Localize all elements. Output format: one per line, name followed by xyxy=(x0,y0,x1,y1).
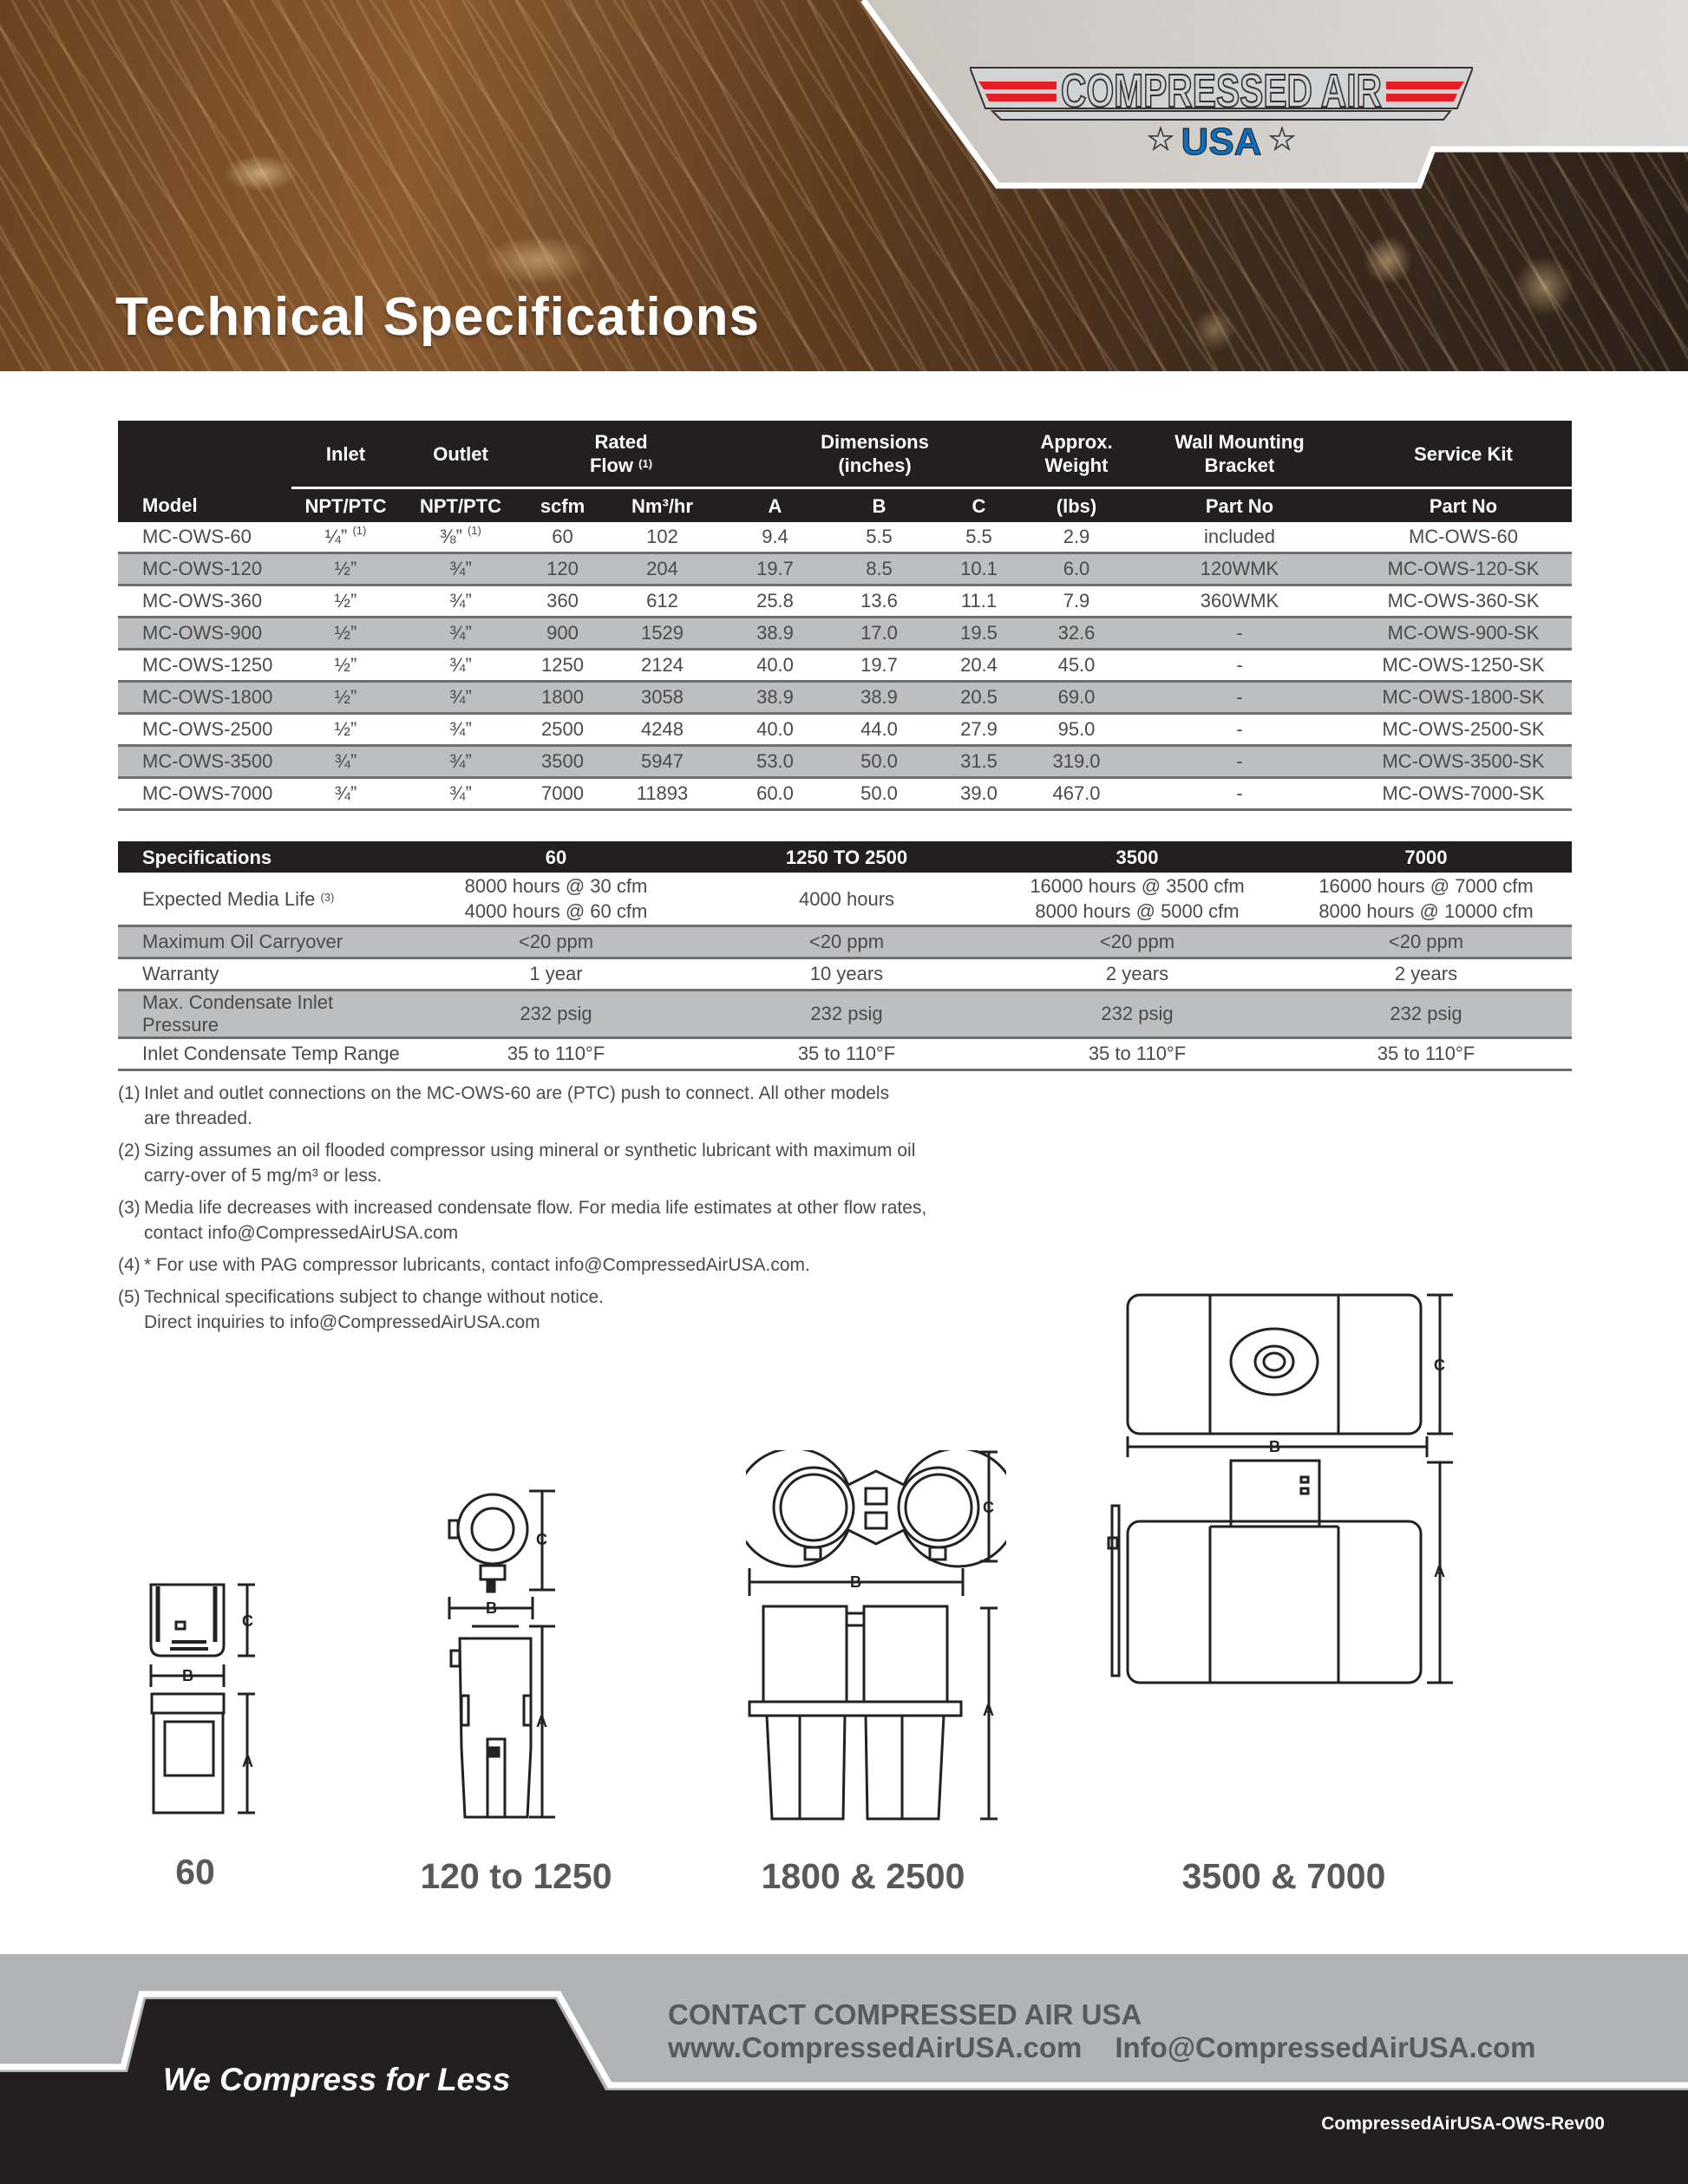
spec-value: <20 ppm xyxy=(699,926,994,958)
spec-value: <20 ppm xyxy=(994,926,1280,958)
spec-value: 232 psig xyxy=(699,991,994,1038)
cell-nm3: 204 xyxy=(604,553,721,585)
footnote: (5) Technical specifications subject to change without notice. Direct inquiries to info@CompressedAirUSA.com xyxy=(118,1287,604,1332)
sub-bracket-part: Part No xyxy=(1124,488,1355,523)
spec-value: 2 years xyxy=(994,958,1280,991)
cell-a: 53.0 xyxy=(721,746,829,778)
cell-scfm: 1800 xyxy=(521,682,604,714)
diagram-1800-2500 xyxy=(746,1450,1006,1832)
diagram-caption-120-1250: 120 to 1250 xyxy=(420,1856,612,1896)
col-service-kit: Service Kit xyxy=(1355,421,1572,488)
cell-kit: MC-OWS-360-SK xyxy=(1355,585,1572,618)
spec-value: 35 to 110°F xyxy=(699,1038,994,1070)
table-row xyxy=(118,714,1572,746)
cell-outlet: ¾” xyxy=(400,714,521,746)
spec-value: 232 psig xyxy=(994,991,1280,1038)
cell-outlet: ¾” xyxy=(400,650,521,682)
spec-value: 8000 hours @ 30 cfm 4000 hours @ 60 cfm xyxy=(413,873,699,926)
contact-heading: CONTACT COMPRESSED AIR USA xyxy=(668,1998,1142,2030)
header-banner xyxy=(0,0,1688,371)
cell-b: 19.7 xyxy=(829,650,929,682)
spec-label: Maximum Oil Carryover xyxy=(118,926,413,958)
cell-outlet: ¾” xyxy=(400,682,521,714)
cell-a: 25.8 xyxy=(721,585,829,618)
svg-text:A: A xyxy=(242,1753,253,1770)
cell-scfm: 120 xyxy=(521,553,604,585)
cell-nm3: 102 xyxy=(604,522,721,553)
logo-wordmark: COMPRESSED AIR xyxy=(1061,65,1382,117)
cell-c: 20.4 xyxy=(929,650,1029,682)
spec-value: 232 psig xyxy=(1280,991,1572,1038)
models-spec-table xyxy=(118,421,1572,811)
cell-b: 50.0 xyxy=(829,778,929,810)
cell-bracket: included xyxy=(1124,522,1355,553)
cell-kit: MC-OWS-1250-SK xyxy=(1355,650,1572,682)
cell-bracket: - xyxy=(1124,714,1355,746)
svg-text:A: A xyxy=(1434,1563,1445,1580)
website-link[interactable]: www.CompressedAirUSA.com xyxy=(668,2031,1083,2063)
col-60: 60 xyxy=(413,841,699,873)
cell-a: 60.0 xyxy=(721,778,829,810)
svg-text:A: A xyxy=(536,1713,547,1730)
cell-kit: MC-OWS-900-SK xyxy=(1355,618,1572,650)
cell-bracket: 360WMK xyxy=(1124,585,1355,618)
cell-c: 39.0 xyxy=(929,778,1029,810)
cell-lbs: 467.0 xyxy=(1029,778,1124,810)
diagram-3500-7000 xyxy=(1106,1291,1462,1828)
cell-nm3: 4248 xyxy=(604,714,721,746)
cell-nm3: 5947 xyxy=(604,746,721,778)
sub-a: A xyxy=(721,488,829,523)
col-1250-2500: 1250 TO 2500 xyxy=(699,841,994,873)
cell-nm3: 2124 xyxy=(604,650,721,682)
page-title: Technical Specifications xyxy=(115,287,760,347)
table-row xyxy=(118,778,1572,810)
cell-model: MC-OWS-1800 xyxy=(118,682,291,714)
spec-value: 1 year xyxy=(413,958,699,991)
spec-value: 35 to 110°F xyxy=(994,1038,1280,1070)
table-row xyxy=(118,873,1572,926)
table-row xyxy=(118,650,1572,682)
cell-model: MC-OWS-3500 xyxy=(118,746,291,778)
cell-a: 40.0 xyxy=(721,650,829,682)
cell-bracket: - xyxy=(1124,682,1355,714)
cell-bracket: - xyxy=(1124,746,1355,778)
star-icon: ★ xyxy=(1268,123,1296,156)
cell-outlet: ¾” xyxy=(400,553,521,585)
spec-value: 16000 hours @ 3500 cfm 8000 hours @ 5000 cfm xyxy=(994,873,1280,926)
slogan: We Compress for Less xyxy=(163,2062,511,2097)
table-header-row xyxy=(118,841,1572,873)
cell-inlet: ½” xyxy=(291,714,400,746)
cell-b: 44.0 xyxy=(829,714,929,746)
cell-model: MC-OWS-1250 xyxy=(118,650,291,682)
diagram-caption-60: 60 xyxy=(175,1852,215,1892)
col-rated-flow: Rated Flow $^{(1)}$ xyxy=(521,421,721,488)
cell-inlet: ½” xyxy=(291,682,400,714)
document-id: CompressedAirUSA-OWS-Rev00 xyxy=(1321,2114,1605,2134)
table-row xyxy=(118,926,1572,958)
footnote: (2) Sizing assumes an oil flooded compressor using mineral or synthetic lubricant with maximum oil carry-over of 5 mg/m³ or less. xyxy=(118,1141,916,1186)
cell-a: 19.7 xyxy=(721,553,829,585)
cell-kit: MC-OWS-7000-SK xyxy=(1355,778,1572,810)
cell-inlet: ½” xyxy=(291,618,400,650)
cell-kit: MC-OWS-2500-SK xyxy=(1355,714,1572,746)
table-row xyxy=(118,522,1572,553)
cell-scfm: 60 xyxy=(521,522,604,553)
cell-lbs: 45.0 xyxy=(1029,650,1124,682)
table-row xyxy=(118,682,1572,714)
col-7000: 7000 xyxy=(1280,841,1572,873)
cell-outlet: ⅜” $^{(1)}$ xyxy=(400,522,521,553)
cell-a: 9.4 xyxy=(721,522,829,553)
spec-value: 4000 hours xyxy=(699,873,994,926)
general-spec-table xyxy=(118,841,1572,1071)
sub-scfm: scfm xyxy=(521,488,604,523)
logo-usa: USA xyxy=(1181,121,1262,160)
sub-nm3: Nm³/hr xyxy=(604,488,721,523)
cell-model: MC-OWS-900 xyxy=(118,618,291,650)
cell-outlet: ¾” xyxy=(400,618,521,650)
cell-c: 11.1 xyxy=(929,585,1029,618)
diagram-caption-1800-2500: 1800 & 2500 xyxy=(761,1856,965,1896)
spec-label: Inlet Condensate Temp Range xyxy=(118,1038,413,1070)
spec-value: <20 ppm xyxy=(413,926,699,958)
contact-line xyxy=(668,2031,1568,2064)
cell-kit: MC-OWS-120-SK xyxy=(1355,553,1572,585)
cell-c: 31.5 xyxy=(929,746,1029,778)
svg-text:C: C xyxy=(536,1531,547,1548)
cell-scfm: 7000 xyxy=(521,778,604,810)
cell-lbs: 2.9 xyxy=(1029,522,1124,553)
col-3500: 3500 xyxy=(994,841,1280,873)
spec-value: 2 years xyxy=(1280,958,1572,991)
table-row xyxy=(118,585,1572,618)
col-specifications: Specifications xyxy=(118,841,413,873)
sub-c: C xyxy=(929,488,1029,523)
cell-bracket: - xyxy=(1124,778,1355,810)
table-row xyxy=(118,991,1572,1038)
cell-inlet: ½” xyxy=(291,553,400,585)
cell-c: 27.9 xyxy=(929,714,1029,746)
table-row xyxy=(118,958,1572,991)
col-inlet: Inlet xyxy=(291,421,400,488)
cell-a: 40.0 xyxy=(721,714,829,746)
spec-value: 10 years xyxy=(699,958,994,991)
table-row xyxy=(118,1038,1572,1070)
col-dimensions: Dimensions (inches) xyxy=(721,421,1029,488)
cell-kit: MC-OWS-60 xyxy=(1355,522,1572,553)
svg-text:C: C xyxy=(1434,1357,1445,1374)
table-header-row xyxy=(118,421,1572,488)
table-row xyxy=(118,553,1572,585)
cell-scfm: 360 xyxy=(521,585,604,618)
svg-text:A: A xyxy=(983,1702,994,1719)
svg-text:C: C xyxy=(983,1499,994,1516)
cell-outlet: ¾” xyxy=(400,585,521,618)
cell-bracket: 120WMK xyxy=(1124,553,1355,585)
cell-nm3: 1529 xyxy=(604,618,721,650)
cell-scfm: 1250 xyxy=(521,650,604,682)
cell-c: 5.5 xyxy=(929,522,1029,553)
sub-b: B xyxy=(829,488,929,523)
diagram-120-1250 xyxy=(442,1488,564,1826)
sub-lbs: (lbs) xyxy=(1029,488,1124,523)
cell-model: MC-OWS-2500 xyxy=(118,714,291,746)
cell-c: 19.5 xyxy=(929,618,1029,650)
footnotes xyxy=(118,1081,985,1342)
cell-b: 38.9 xyxy=(829,682,929,714)
cell-kit: MC-OWS-3500-SK xyxy=(1355,746,1572,778)
spec-label: Warranty xyxy=(118,958,413,991)
spec-value: 35 to 110°F xyxy=(413,1038,699,1070)
cell-inlet: ¾” xyxy=(291,746,400,778)
col-bracket: Wall Mounting Bracket xyxy=(1124,421,1355,488)
cell-inlet: ½” xyxy=(291,585,400,618)
svg-text:C: C xyxy=(242,1612,253,1630)
footnote: (4) * For use with PAG compressor lubricants, contact info@CompressedAirUSA.com. xyxy=(118,1255,810,1275)
cell-b: 5.5 xyxy=(829,522,929,553)
spec-label: Max. Condensate Inlet Pressure xyxy=(118,991,413,1038)
cell-bracket: - xyxy=(1124,618,1355,650)
cell-nm3: 3058 xyxy=(604,682,721,714)
cell-a: 38.9 xyxy=(721,618,829,650)
cell-c: 10.1 xyxy=(929,553,1029,585)
cell-nm3: 11893 xyxy=(604,778,721,810)
svg-text:B: B xyxy=(182,1667,193,1684)
company-logo xyxy=(970,61,1473,160)
cell-model: MC-OWS-360 xyxy=(118,585,291,618)
spec-value: 35 to 110°F xyxy=(1280,1038,1572,1070)
svg-text:B: B xyxy=(850,1573,861,1591)
cell-lbs: 319.0 xyxy=(1029,746,1124,778)
cell-lbs: 95.0 xyxy=(1029,714,1124,746)
cell-scfm: 900 xyxy=(521,618,604,650)
cell-outlet: ¾” xyxy=(400,778,521,810)
cell-b: 17.0 xyxy=(829,618,929,650)
table-row xyxy=(118,618,1572,650)
star-icon: ★ xyxy=(1147,123,1174,156)
spec-value: 16000 hours @ 7000 cfm 8000 hours @ 10000 cfm xyxy=(1280,873,1572,926)
cell-lbs: 69.0 xyxy=(1029,682,1124,714)
sub-outlet: NPT/PTC xyxy=(400,488,521,523)
svg-text:B: B xyxy=(1269,1438,1280,1455)
spec-value: 232 psig xyxy=(413,991,699,1038)
col-outlet: Outlet xyxy=(400,421,521,488)
cell-b: 50.0 xyxy=(829,746,929,778)
cell-scfm: 3500 xyxy=(521,746,604,778)
email-link[interactable]: Info@CompressedAirUSA.com xyxy=(1115,2031,1536,2063)
cell-inlet: ¼” $^{(1)}$ xyxy=(291,522,400,553)
footnote: (3) Media life decreases with increased condensate flow. For media life estimates at other flow rates, contact info@CompressedAirUSA.com xyxy=(118,1198,927,1243)
cell-model: MC-OWS-60 xyxy=(118,522,291,553)
svg-text:B: B xyxy=(486,1599,497,1617)
cell-outlet: ¾” xyxy=(400,746,521,778)
cell-c: 20.5 xyxy=(929,682,1029,714)
cell-inlet: ½” xyxy=(291,650,400,682)
cell-lbs: 32.6 xyxy=(1029,618,1124,650)
cell-b: 8.5 xyxy=(829,553,929,585)
table-row xyxy=(118,746,1572,778)
cell-model: MC-OWS-7000 xyxy=(118,778,291,810)
cell-kit: MC-OWS-1800-SK xyxy=(1355,682,1572,714)
diagram-60 xyxy=(146,1583,267,1826)
sub-kit-part: Part No xyxy=(1355,488,1572,523)
col-model: Model xyxy=(118,421,291,522)
cell-bracket: - xyxy=(1124,650,1355,682)
cell-inlet: ¾” xyxy=(291,778,400,810)
diagram-caption-3500-7000: 3500 & 7000 xyxy=(1181,1856,1386,1896)
cell-lbs: 6.0 xyxy=(1029,553,1124,585)
col-weight: Approx. Weight xyxy=(1029,421,1124,488)
cell-b: 13.6 xyxy=(829,585,929,618)
table-subheader-row xyxy=(118,488,1572,523)
cell-lbs: 7.9 xyxy=(1029,585,1124,618)
cell-nm3: 612 xyxy=(604,585,721,618)
sub-inlet: NPT/PTC xyxy=(291,488,400,523)
spec-label: Expected Media Life $^{(3)}$ xyxy=(118,873,413,926)
cell-model: MC-OWS-120 xyxy=(118,553,291,585)
cell-a: 38.9 xyxy=(721,682,829,714)
spec-value: <20 ppm xyxy=(1280,926,1572,958)
footnote: (1) Inlet and outlet connections on the MC-OWS-60 are (PTC) push to connect. All other models are threaded. xyxy=(118,1083,890,1128)
cell-scfm: 2500 xyxy=(521,714,604,746)
